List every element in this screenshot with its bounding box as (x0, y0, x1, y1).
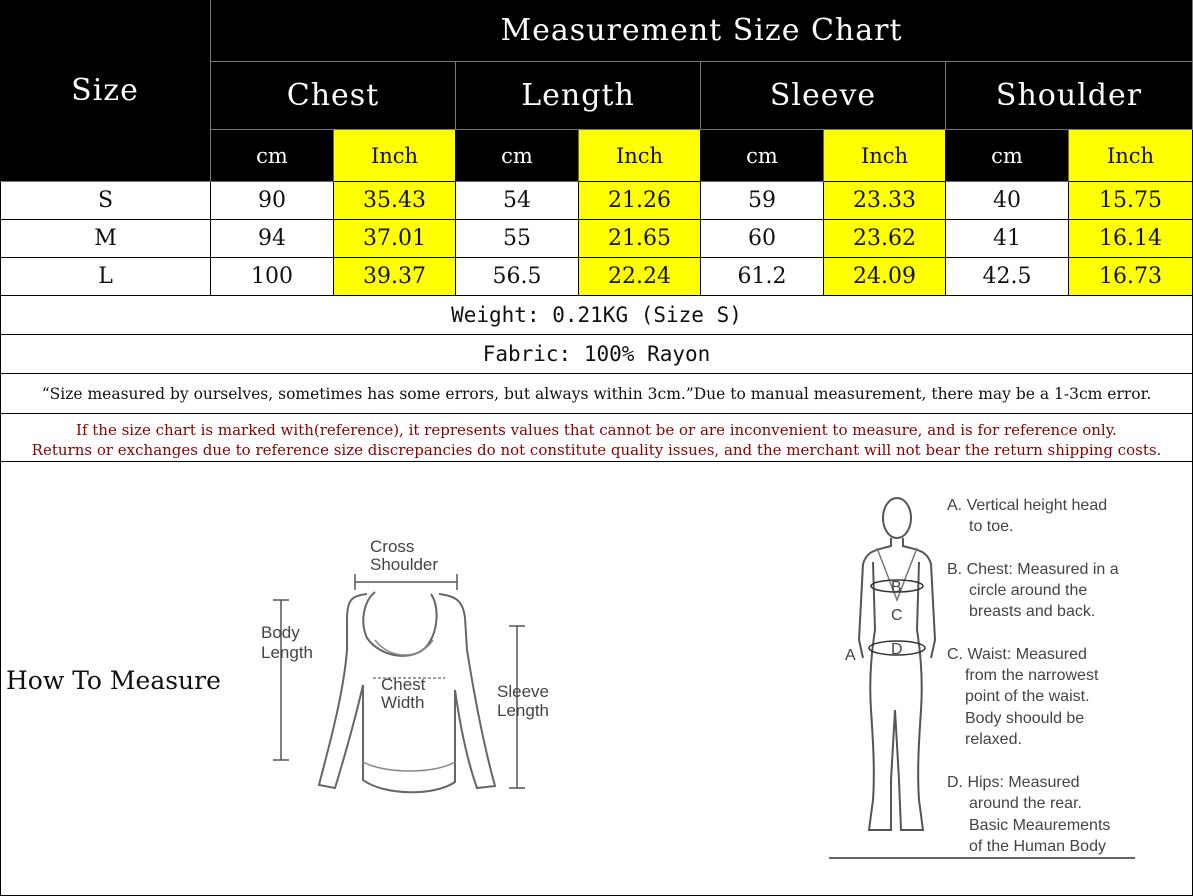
note-c-line-1: C. Waist: Measured (947, 646, 1087, 663)
cell-value: 16.73 (1099, 264, 1162, 289)
body-marker-c: C (891, 607, 903, 624)
column-header-length-label: Length (521, 78, 635, 113)
value-cell (334, 220, 456, 258)
size-value: L (98, 264, 113, 289)
note-c-line-5: relaxed. (965, 731, 1022, 748)
unit-label: cm (501, 143, 533, 168)
reference-note-line-2: Returns or exchanges due to reference size discrepancies do not constitute quality issues, and the merchant will not bear the return shipping costs. (31, 441, 1162, 459)
column-header-length (456, 62, 701, 130)
value-cell (456, 258, 579, 296)
chart-title-text: Measurement Size Chart (500, 13, 903, 48)
value-cell (579, 220, 701, 258)
unit-label: Inch (860, 143, 909, 168)
note-c-line-4: Body shoould be (965, 710, 1085, 727)
value-cell (456, 182, 579, 220)
cell-value: 15.75 (1099, 188, 1162, 213)
column-header-chest (211, 62, 456, 130)
note-d-line-2: around the rear. (969, 795, 1082, 812)
value-cell (211, 258, 334, 296)
reference-note-row (0, 414, 1193, 462)
column-header-sleeve (701, 62, 946, 130)
body-marker-a: A (845, 647, 856, 664)
cell-value: 56.5 (492, 264, 542, 289)
shirt-measure-diagram (255, 530, 565, 805)
unit-label: cm (991, 143, 1023, 168)
cell-value: 55 (503, 226, 531, 251)
reference-note-line-1: If the size chart is marked with(reference), it represents values that cannot be or are inconvenient to measure, and is for reference only. (76, 421, 1117, 439)
value-cell (1069, 182, 1193, 220)
unit-label: Inch (1106, 143, 1155, 168)
column-header-sleeve-label: Sleeve (769, 78, 877, 113)
note-a-line-2: to toe. (969, 518, 1014, 535)
size-header (0, 0, 211, 182)
cell-value: 21.65 (608, 226, 671, 251)
cell-value: 37.01 (363, 226, 426, 251)
size-cell (0, 258, 211, 296)
note-d-line-3: Basic Meaurements (969, 817, 1111, 834)
cell-value: 59 (748, 188, 776, 213)
size-header-label: Size (71, 73, 139, 108)
size-value: M (94, 226, 117, 251)
value-cell (579, 258, 701, 296)
unit-inch-chest (334, 130, 456, 182)
value-cell (456, 220, 579, 258)
unit-cm-length (456, 130, 579, 182)
cell-value: 23.62 (853, 226, 916, 251)
unit-inch-length (579, 130, 701, 182)
unit-label: Inch (370, 143, 419, 168)
how-to-measure-label: How To Measure (6, 666, 221, 695)
value-cell (701, 220, 824, 258)
cell-value: 39.37 (363, 264, 426, 289)
cross-label-2: Shoulder (370, 555, 439, 574)
column-header-shoulder-label: Shoulder (995, 78, 1143, 113)
note-b-line-2: circle around the (969, 582, 1088, 599)
cell-value: 61.2 (737, 264, 787, 289)
unit-label: cm (746, 143, 778, 168)
unit-label: Inch (615, 143, 664, 168)
value-cell (579, 182, 701, 220)
note-a-line-1: A. Vertical height head (947, 497, 1108, 514)
unit-label: cm (256, 143, 288, 168)
size-cell (0, 182, 211, 220)
cell-value: 42.5 (982, 264, 1032, 289)
note-c-line-3: point of the waist. (965, 688, 1090, 705)
size-cell (0, 220, 211, 258)
fabric-text: Fabric: 100% Rayon (482, 342, 711, 366)
body-length-label-2: Length (261, 643, 313, 662)
sleeve-length-label-2: Length (497, 701, 549, 720)
measurement-note-text: “Size measured by ourselves, sometimes has some errors, but always within 3cm.”Due to manual measurement, there may be a 1-3cm error. (41, 384, 1152, 403)
body-marker-d: D (891, 641, 903, 658)
value-cell (946, 220, 1069, 258)
cell-value: 54 (503, 188, 531, 213)
unit-cm-shoulder (946, 130, 1069, 182)
value-cell (334, 258, 456, 296)
value-cell (946, 258, 1069, 296)
body-measure-diagram (825, 480, 1165, 862)
cell-value: 35.43 (363, 188, 426, 213)
cell-value: 100 (251, 264, 293, 289)
note-b-line-1: B. Chest: Measured in a (947, 561, 1119, 578)
sweater-outline (363, 592, 436, 656)
value-cell (701, 182, 824, 220)
cell-value: 94 (258, 226, 286, 251)
cell-value: 23.33 (853, 188, 916, 213)
body-length-label-1: Body (261, 623, 300, 642)
cell-value: 60 (748, 226, 776, 251)
value-cell (1069, 220, 1193, 258)
sleeve-length-label-1: Sleeve (497, 682, 549, 701)
value-cell (824, 258, 946, 296)
value-cell (334, 182, 456, 220)
value-cell (701, 258, 824, 296)
unit-inch-shoulder (1069, 130, 1193, 182)
cross-label-1: Cross (370, 537, 415, 556)
chart-title (211, 0, 1193, 62)
value-cell (824, 182, 946, 220)
measurement-note-row (0, 374, 1193, 414)
weight-row (0, 296, 1193, 335)
unit-cm-sleeve (701, 130, 824, 182)
cell-value: 41 (993, 226, 1021, 251)
value-cell (1069, 258, 1193, 296)
note-d-line-1: D. Hips: Measured (947, 774, 1080, 791)
fabric-row (0, 335, 1193, 374)
note-d-line-4: of the Human Body (969, 838, 1106, 855)
size-value: S (97, 188, 114, 213)
body-marker-b: B (891, 579, 902, 596)
value-cell (211, 220, 334, 258)
chest-width-label-2: Width (381, 693, 425, 712)
value-cell (946, 182, 1069, 220)
note-c-line-2: from the narrowest (965, 667, 1099, 684)
cell-value: 22.24 (608, 264, 671, 289)
cell-value: 24.09 (853, 264, 916, 289)
column-header-chest-label: Chest (286, 78, 380, 113)
cell-value: 90 (258, 188, 286, 213)
note-b-line-3: breasts and back. (969, 603, 1096, 620)
value-cell (211, 182, 334, 220)
cell-value: 21.26 (608, 188, 671, 213)
cell-value: 16.14 (1099, 226, 1162, 251)
unit-inch-sleeve (824, 130, 946, 182)
column-header-shoulder (946, 62, 1193, 130)
chest-width-label-1: Chest (381, 675, 426, 694)
value-cell (824, 220, 946, 258)
unit-cm-chest (211, 130, 334, 182)
weight-text: Weight: 0.21KG (Size S) (451, 303, 742, 327)
cell-value: 40 (993, 188, 1021, 213)
